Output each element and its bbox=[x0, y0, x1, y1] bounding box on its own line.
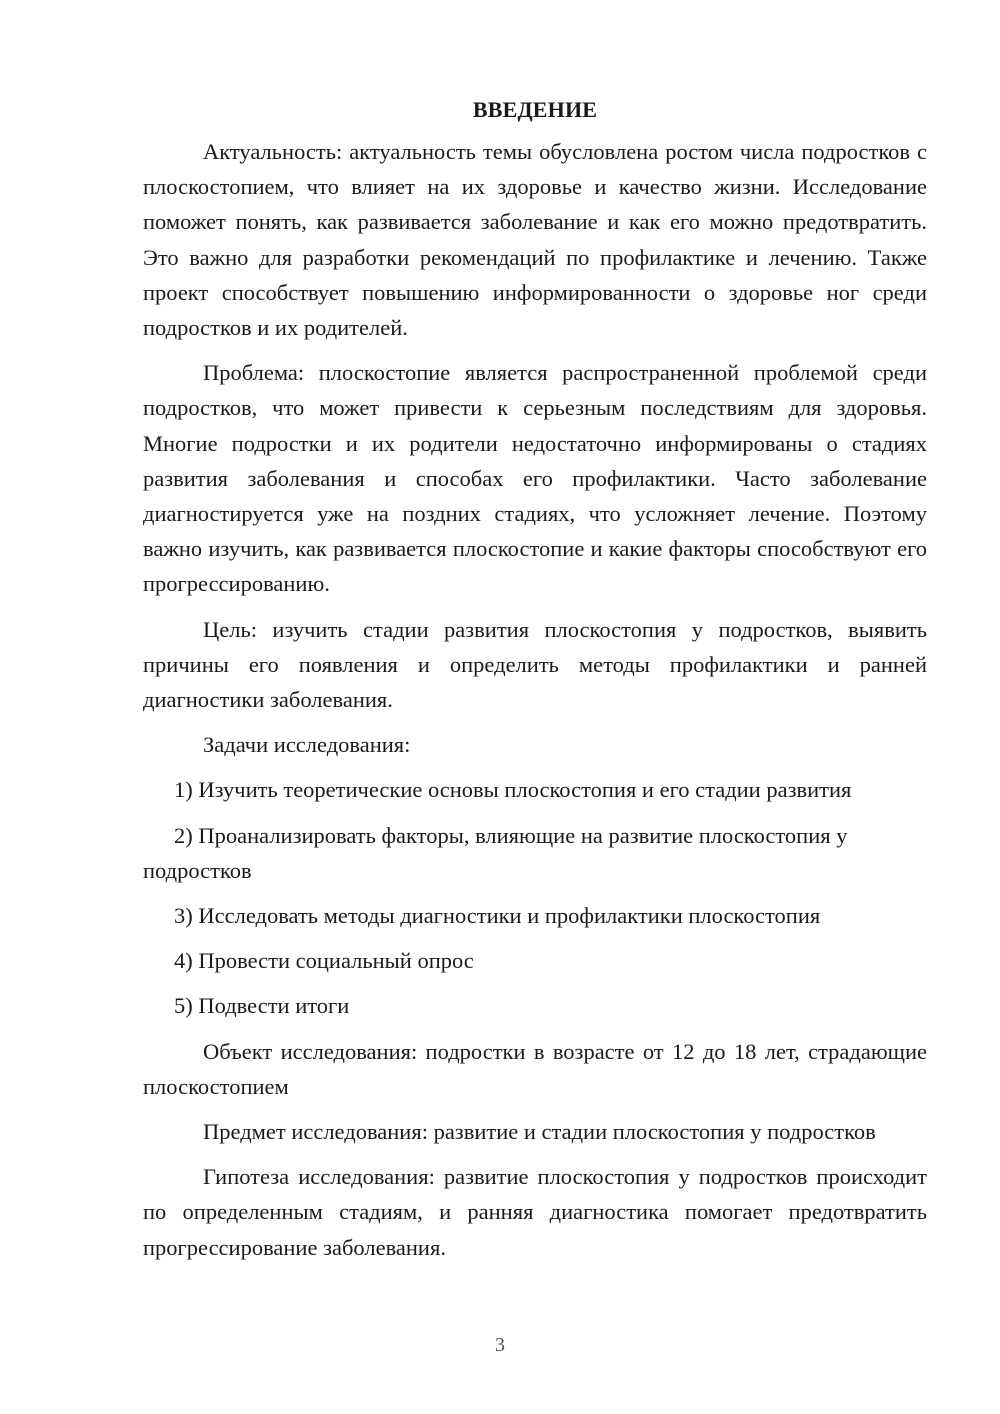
document-page bbox=[143, 92, 927, 1275]
relevance-paragraph: Актуальность: актуальность темы обусловлена ростом числа подростков с плоскостопием, что влияет на их здоровье и качество жизни. Исследование поможет понять, как развивается заболевание и как его можно предотвратить. Это важно для разработки рекомендаций по профилактике и лечению. Также проект способствует повышению информированности о здоровье ног среди подростков и их родителей. bbox=[143, 139, 927, 341]
hypothesis-paragraph: Гипотеза исследования: развитие плоскостопия у подростков происходит по определенным стадиям, и ранняя диагностика помогает предотвратить прогрессирование заболевания. bbox=[143, 1164, 927, 1260]
object-paragraph: Объект исследования: подростки в возрасте от 12 до 18 лет, страдающие плоскостопием bbox=[143, 1038, 927, 1099]
goal-paragraph: Цель: изучить стадии развития плоскостопия у подростков, выявить причины его появления и определить методы профилактики и ранней диагностики заболевания. bbox=[143, 616, 927, 713]
subject-paragraph: Предмет исследования: развитие и стадии плоскостопия у подростков bbox=[203, 1119, 876, 1145]
tasks-heading: Задачи исследования: bbox=[203, 732, 411, 758]
page-title: ВВЕДЕНИЕ bbox=[472, 97, 598, 122]
task-item: 5) Подвести итоги bbox=[174, 993, 350, 1019]
task-item: 3) Исследовать методы диагностики и профилактики плоскостопия bbox=[174, 903, 821, 929]
task-item: 4) Провести социальный опрос bbox=[174, 948, 474, 974]
problem-paragraph: Проблема: плоскостопие является распространенной проблемой среди подростков, что может привести к серьезным последствиям для здоровья. Многие подростки и их родители недостаточно информированы о стадиях развития заболевания и способах его профилактики. Часто заболевание диагностируется уже на поздних стадиях, что усложняет лечение. Поэтому важно изучить, как развивается плоскостопие и какие факторы способствуют его прогрессированию. bbox=[143, 360, 927, 597]
task-item: 2) Проанализировать факторы, влияющие на развитие плоскостопия у подростков bbox=[143, 822, 848, 883]
task-item: 1) Изучить теоретические основы плоскостопия и его стадии развития bbox=[174, 777, 852, 803]
tasks-list bbox=[143, 772, 927, 1023]
page-number: 3 bbox=[495, 1334, 505, 1356]
